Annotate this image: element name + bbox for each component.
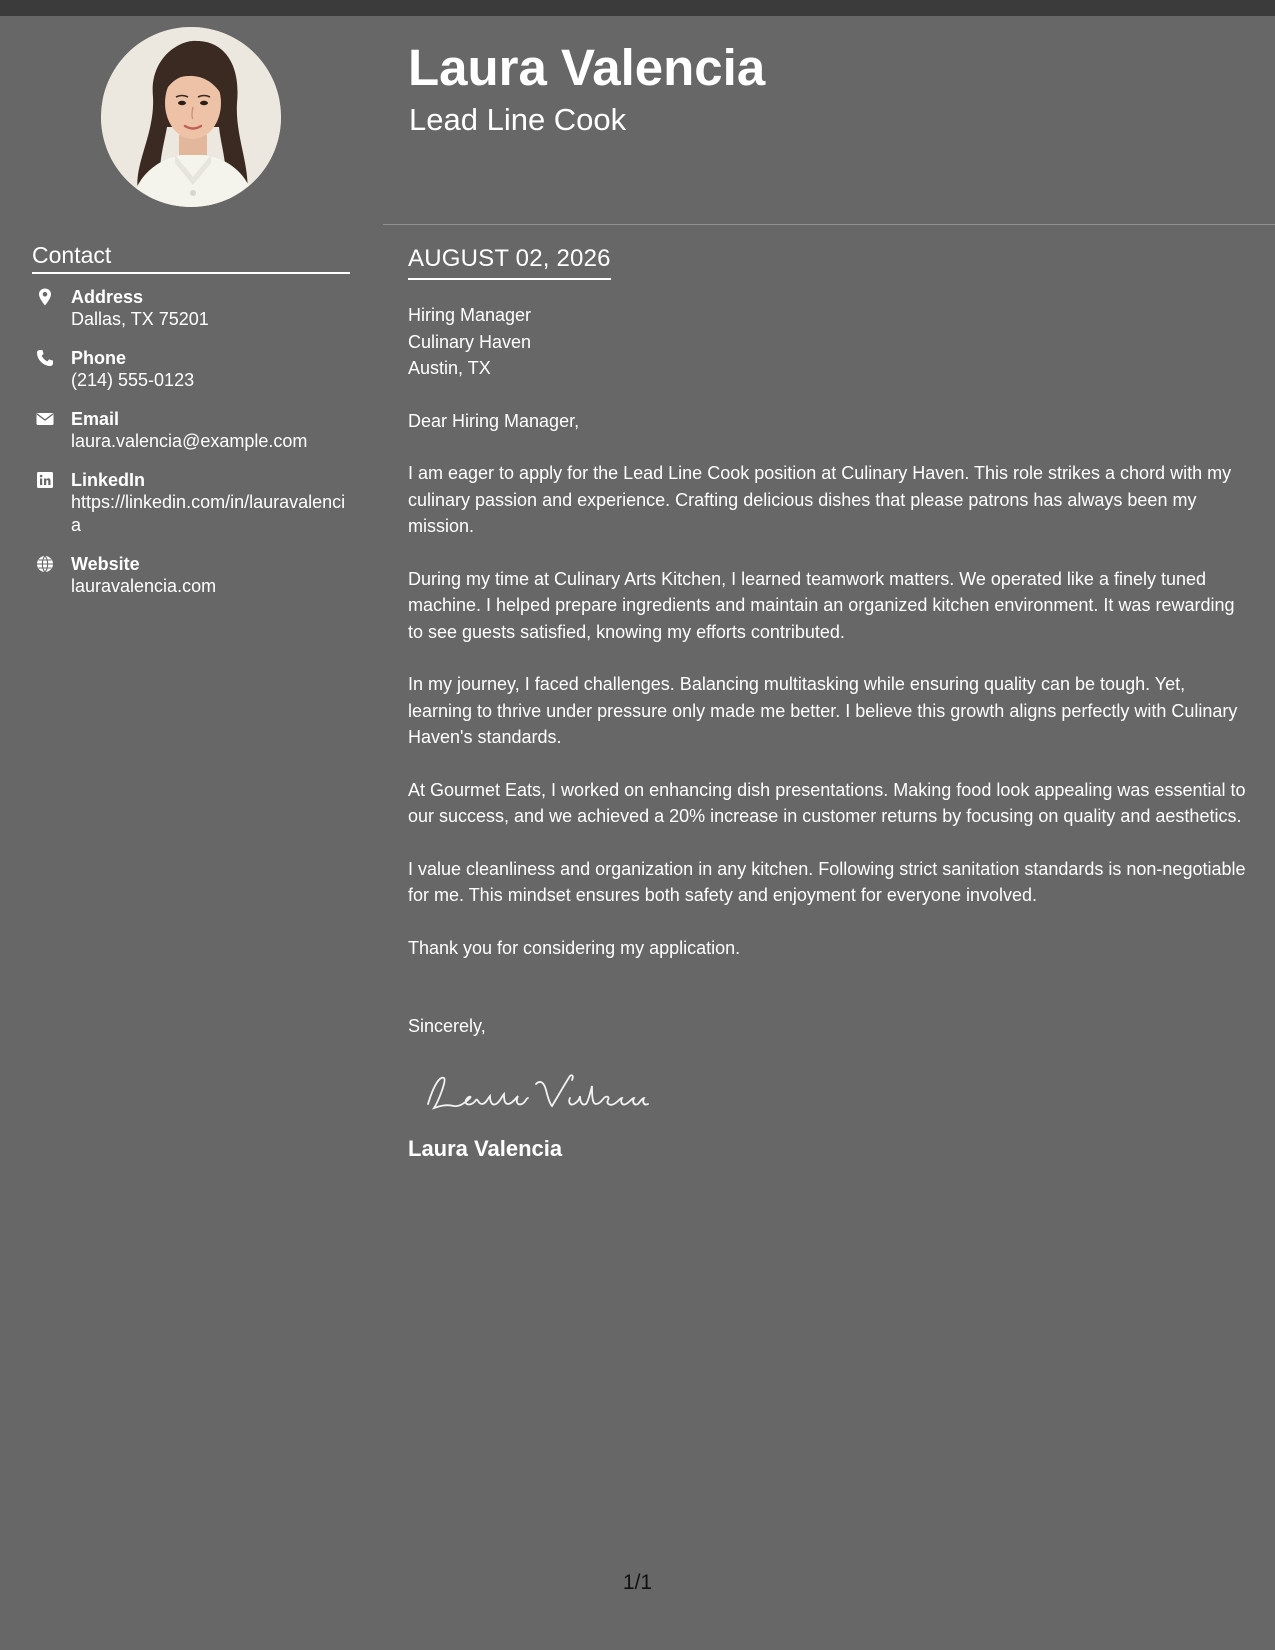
page-number: 1/1 bbox=[622, 1571, 653, 1594]
recipient-line: Hiring Manager bbox=[408, 305, 532, 325]
letter-body bbox=[408, 302, 1248, 1162]
contact-heading: Contact bbox=[32, 240, 350, 274]
letter-paragraph: At Gourmet Eats, I worked on enhancing dish presentations. Making food look appealing was essential to our success, and we achieved a 20% increase in customer returns by focusing on quality and aesthetics. bbox=[408, 779, 1246, 826]
letter-date: AUGUST 02, 2026 bbox=[408, 244, 611, 280]
letter-paragraph: In my journey, I faced challenges. Balancing multitasking while ensuring quality can be tough. Yet, learning to thrive under pressure only made me better. I believe this growth aligns perfectly with Culinary Haven's standards. bbox=[408, 674, 1238, 747]
contact-value[interactable]: https://linkedin.com/in/lauravalencia bbox=[71, 492, 346, 535]
salutation: Dear Hiring Manager, bbox=[408, 410, 580, 431]
letter-paragraph: I value cleanliness and organization in any kitchen. Following strict sanitation standards is non-negotiable for me. This mindset ensures both safety and enjoyment for everyone involved. bbox=[408, 858, 1246, 905]
contact-item-linkedin bbox=[32, 469, 352, 537]
top-bar bbox=[0, 0, 1275, 16]
contact-value[interactable]: laura.valencia@example.com bbox=[71, 431, 308, 451]
recipient-line: Austin, TX bbox=[408, 358, 491, 378]
linkedin-icon bbox=[36, 471, 54, 489]
contact-value: Dallas, TX 75201 bbox=[71, 309, 209, 329]
phone-icon bbox=[36, 349, 54, 367]
letter-paragraph: During my time at Culinary Arts Kitchen, I learned teamwork matters. We operated like a finely tuned machine. I helped prepare ingredients and maintain an organized kitchen environment. It was rewarding to see guests satisfied, knowing my efforts contributed. bbox=[408, 568, 1235, 642]
globe-icon bbox=[36, 555, 54, 573]
contact-item-website bbox=[32, 553, 352, 598]
location-pin-icon bbox=[36, 288, 54, 306]
contact-label: Email bbox=[71, 409, 120, 429]
contact-list bbox=[32, 286, 352, 614]
contact-item-email bbox=[32, 408, 352, 453]
recipient-block bbox=[408, 302, 1248, 382]
header-divider bbox=[383, 224, 1275, 225]
contact-item-address bbox=[32, 286, 352, 331]
contact-item-phone bbox=[32, 347, 352, 392]
contact-value[interactable]: lauravalencia.com bbox=[71, 576, 217, 596]
handwritten-signature bbox=[420, 1062, 1248, 1122]
recipient-line: Culinary Haven bbox=[408, 331, 532, 352]
contact-label: LinkedIn bbox=[71, 470, 146, 490]
job-title: Lead Line Cook bbox=[409, 102, 627, 137]
applicant-name: Laura Valencia bbox=[408, 39, 766, 96]
contact-label: Website bbox=[71, 554, 140, 574]
profile-photo bbox=[101, 27, 281, 207]
signer-name: Laura Valencia bbox=[408, 1135, 563, 1161]
closing: Sincerely, bbox=[408, 1016, 486, 1036]
contact-label: Phone bbox=[71, 348, 127, 368]
letter-paragraph: I am eager to apply for the Lead Line Cook position at Culinary Haven. This role strikes a chord with my culinary passion and experience. Crafting delicious dishes that please patrons has always been my mission. bbox=[408, 463, 1232, 536]
contact-label: Address bbox=[71, 287, 144, 307]
letter-paragraph: Thank you for considering my application. bbox=[408, 937, 741, 958]
envelope-icon bbox=[36, 410, 54, 428]
contact-value[interactable]: (214) 555-0123 bbox=[71, 370, 195, 390]
